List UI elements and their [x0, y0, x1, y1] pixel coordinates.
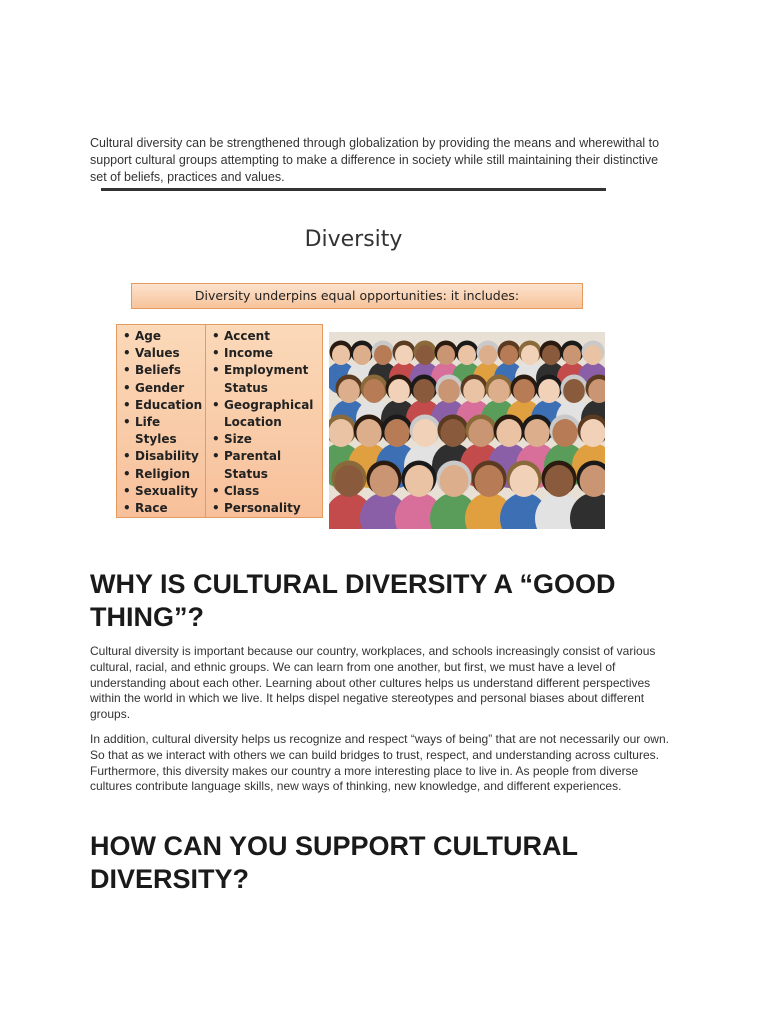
- person-face: [524, 419, 549, 447]
- person-face: [335, 465, 364, 497]
- heading-how: HOW CAN YOU SUPPORT CULTURAL DIVERSITY?: [90, 831, 578, 894]
- diversity-figure: [101, 188, 606, 545]
- heading-why: WHY IS CULTURAL DIVERSITY A “GOOD THING”?: [90, 569, 616, 632]
- person-face: [438, 379, 460, 403]
- person-face: [463, 379, 485, 403]
- list-item: • Beliefs: [123, 362, 201, 379]
- person-face: [356, 419, 381, 447]
- list-item: • Disability: [123, 448, 201, 465]
- list-item: • Sexuality: [123, 483, 201, 500]
- list-item: • Accent: [212, 328, 316, 345]
- person-face: [542, 345, 560, 365]
- person-face: [458, 345, 476, 365]
- right-list-box: [205, 324, 323, 518]
- list-item: • Income: [212, 345, 316, 362]
- group-photo: [329, 332, 605, 529]
- intro-paragraph: Cultural diversity can be strengthened through globalization by providing the means and wherewithal to support cultural groups attempting to make a difference in society while still maintaining their distinctive set of beliefs, practices and values.: [90, 135, 660, 184]
- person-face: [563, 345, 581, 365]
- person-face: [475, 465, 504, 497]
- person-face: [363, 379, 385, 403]
- person-face: [329, 419, 354, 447]
- list-item: • Parental Status: [212, 448, 316, 482]
- person-face: [580, 419, 605, 447]
- paragraph-importance: Cultural diversity is important because our country, workplaces, and schools increasingly consist of various cultural, racial, and ethnic groups. We can learn from one another, but first, we must have a level of understanding about each other. Learning about other cultures helps us understand different perspectives within the world in which we live. It helps dispel negative stereotypes and personal biases about different groups.: [90, 644, 656, 722]
- person-face: [374, 345, 392, 365]
- person-face: [521, 345, 539, 365]
- person-face: [413, 379, 435, 403]
- list-item: • Size: [212, 431, 316, 448]
- list-item: • Values: [123, 345, 201, 362]
- person-face: [440, 419, 465, 447]
- person-face: [513, 379, 535, 403]
- person-face: [468, 419, 493, 447]
- person-face: [405, 465, 434, 497]
- list-item: • Geographical Location: [212, 397, 316, 431]
- person-face: [479, 345, 497, 365]
- person-face: [332, 345, 350, 365]
- left-list-box: [116, 324, 208, 518]
- person-face: [584, 345, 602, 365]
- person-face: [388, 379, 410, 403]
- list-item: • Life Styles: [123, 414, 201, 448]
- person-face: [395, 345, 413, 365]
- list-item: • Class: [212, 483, 316, 500]
- right-list: [212, 328, 316, 517]
- person-face: [563, 379, 585, 403]
- person-face: [338, 379, 360, 403]
- paragraph-in-addition: In addition, cultural diversity helps us recognize and respect “ways of being” that are not necessarily our own. So that as we interact with others we can build bridges to trust, respect, and understanding across cultures. Furthermore, this diversity makes our country a more interesting place to live in. As people from diverse cultures contribute language skills, new ways of thinking, new knowledge, and different experiences.: [90, 732, 669, 794]
- person-face: [440, 465, 469, 497]
- list-item: • Race: [123, 500, 201, 517]
- list-item: • Religion: [123, 466, 201, 483]
- figure-banner: Diversity underpins equal opportunities: it includes:: [131, 283, 583, 309]
- person-face: [370, 465, 399, 497]
- list-item: • Gender: [123, 380, 201, 397]
- person-face: [510, 465, 539, 497]
- group-photo-illustration: [329, 332, 605, 529]
- person-face: [538, 379, 560, 403]
- person-face: [384, 419, 409, 447]
- person-face: [496, 419, 521, 447]
- person-face: [416, 345, 434, 365]
- figure-title: Diversity: [304, 227, 403, 252]
- person-face: [545, 465, 574, 497]
- list-item: • Age: [123, 328, 201, 345]
- left-list: [123, 328, 201, 517]
- person-face: [552, 419, 577, 447]
- person-face: [412, 419, 437, 447]
- list-item: • Education: [123, 397, 201, 414]
- person-face: [353, 345, 371, 365]
- person-face: [500, 345, 518, 365]
- list-item: • Personality: [212, 500, 316, 517]
- person-face: [437, 345, 455, 365]
- list-item: • Employment Status: [212, 362, 316, 396]
- person-face: [488, 379, 510, 403]
